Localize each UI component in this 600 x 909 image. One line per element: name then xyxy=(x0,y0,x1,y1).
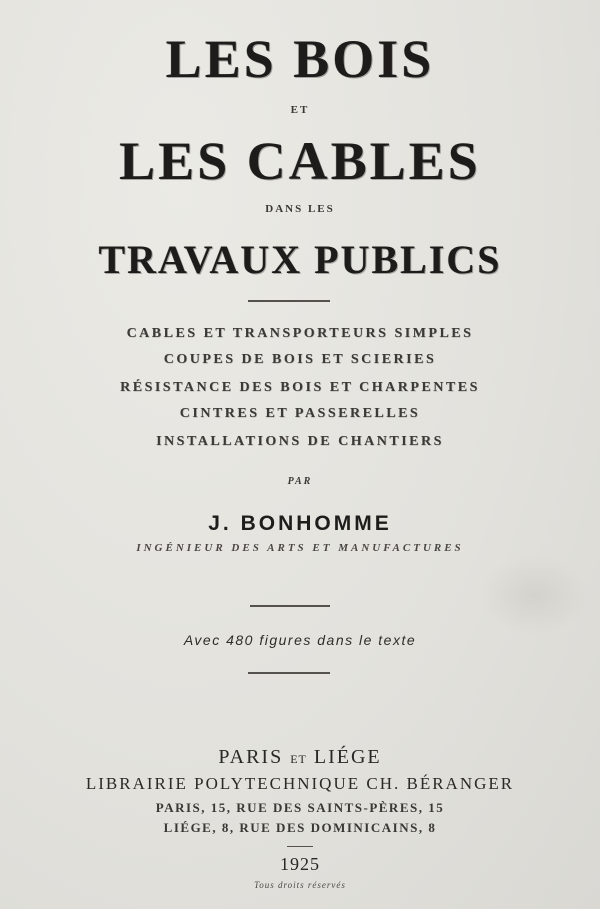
title-dans-les: DANS LES xyxy=(265,203,335,215)
address-liege: LIÉGE, 8, RUE DES DOMINICAINS, 8 xyxy=(163,820,437,835)
publication-year: 1925 xyxy=(280,854,320,874)
imprint-cities xyxy=(0,746,600,769)
author-profession: INGÉNIEUR DES ARTS ET MANUFACTURES xyxy=(136,542,464,554)
title-line-3: TRAVAUX PUBLICS xyxy=(98,237,502,282)
rights-notice: Tous droits réservés xyxy=(254,880,346,890)
divider-rule-3 xyxy=(248,672,330,674)
city-conjunction: ET xyxy=(290,752,307,766)
author-name: J. BONHOMME xyxy=(208,512,392,535)
figures-note: Avec 480 figures dans le texte xyxy=(183,632,417,648)
publisher-name: LIBRAIRIE POLYTECHNIQUE CH. BÉRANGER xyxy=(85,774,515,793)
title-line-2: LES CABLES xyxy=(119,131,481,191)
subject-line-5: INSTALLATIONS DE CHANTIERS xyxy=(156,434,444,449)
subject-line-4: CINTRES ET PASSERELLES xyxy=(179,406,421,421)
title-conjunction: ET xyxy=(290,104,310,116)
paper-smudge xyxy=(480,555,590,635)
title-line-1: LES BOIS xyxy=(165,29,435,89)
subject-line-2: COUPES DE BOIS ET SCIERIES xyxy=(163,352,437,367)
divider-rule-4 xyxy=(287,846,313,847)
byline-par: PAR xyxy=(287,476,313,487)
divider-rule-1 xyxy=(248,300,330,302)
city-paris: PARIS xyxy=(218,746,284,768)
address-paris: PARIS, 15, RUE DES SAINTS-PÈRES, 15 xyxy=(155,800,445,815)
subject-line-3: RÉSISTANCE DES BOIS ET CHARPENTES xyxy=(120,380,480,395)
city-liege: LIÉGE xyxy=(313,746,382,768)
subject-line-1: CABLES ET TRANSPORTEURS SIMPLES xyxy=(126,326,474,341)
divider-rule-2 xyxy=(250,605,330,607)
